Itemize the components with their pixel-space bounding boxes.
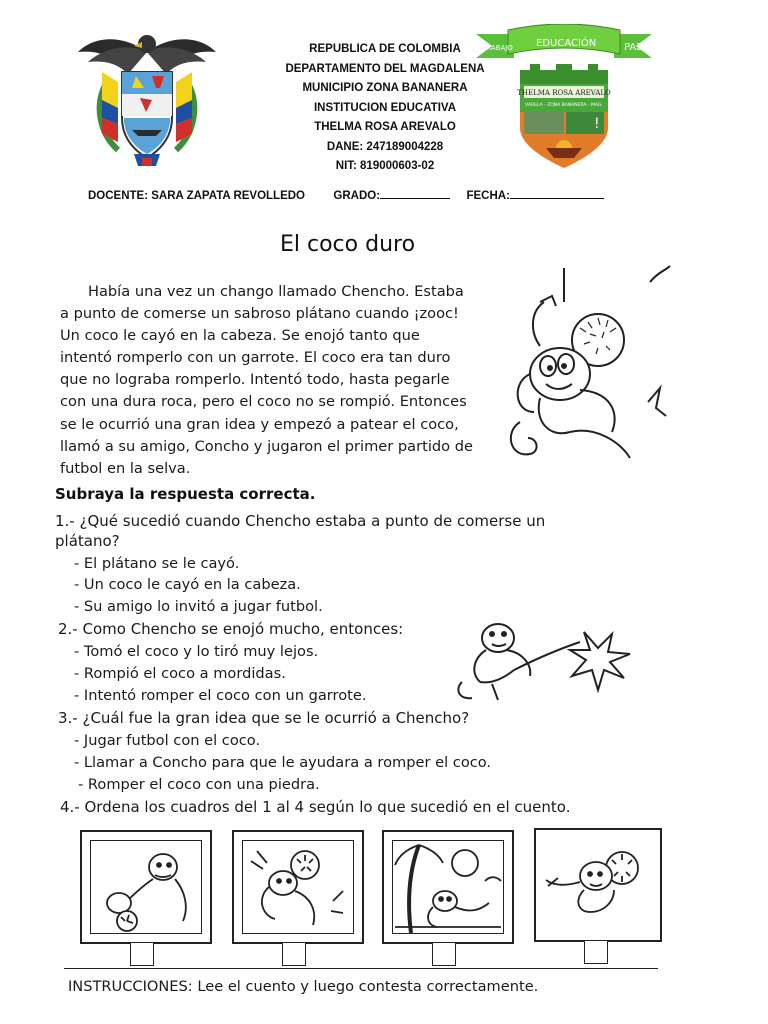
question-1-line: 1.- ¿Qué sucedió cuando Chencho estaba a punto de comerse un bbox=[55, 512, 546, 530]
panel-2-number-box[interactable] bbox=[282, 942, 306, 966]
answer-option[interactable]: - Intentó romper el coco con un garrote. bbox=[74, 687, 367, 704]
answer-option[interactable]: - Jugar futbol con el coco. bbox=[74, 732, 261, 749]
school-logo bbox=[474, 24, 654, 170]
story-line: Un coco le cayó en la cabeza. Se enojó tanto que bbox=[60, 327, 420, 345]
date-label: FECHA: bbox=[466, 190, 510, 202]
grade-label: GRADO: bbox=[333, 190, 381, 202]
story-line: Había una vez un chango llamado Chencho. Estaba bbox=[88, 283, 464, 300]
question-2-line: 2.- Como Chencho se enojó mucho, entonces: bbox=[58, 620, 404, 638]
question-1-line: plátano? bbox=[55, 532, 120, 550]
answer-option[interactable]: - Su amigo lo invitó a jugar futbol. bbox=[74, 598, 323, 615]
story-title: El coco duro bbox=[280, 232, 416, 257]
banner-left-text: TRABAJO bbox=[482, 44, 513, 52]
story-line: que no lograba romperlo. Intentó todo, hasta pegarle bbox=[60, 371, 450, 389]
banner-center-text: EDUCACIÓN bbox=[536, 38, 597, 49]
story-panel-4 bbox=[534, 828, 662, 942]
monkey-with-coconut-illustration bbox=[500, 262, 672, 468]
answer-option[interactable]: - Un coco le cayó en la cabeza. bbox=[74, 576, 301, 593]
footer-divider bbox=[64, 968, 658, 969]
banner-right-text: PAZ bbox=[624, 42, 644, 53]
monkey-kicking-coconut-illustration bbox=[452, 612, 642, 704]
story-panel-1 bbox=[80, 830, 212, 944]
teacher-name: DOCENTE: SARA ZAPATA REVOLLEDO bbox=[88, 190, 306, 202]
monkey-eating-banana-icon bbox=[90, 840, 202, 934]
logo-school-name: THELMA ROSA AREVALO bbox=[517, 89, 611, 97]
logo-subtitle: VARELA - ZONA BANANERA - MAG. bbox=[525, 103, 603, 108]
panel-4-number-box[interactable] bbox=[584, 940, 608, 964]
svg-text:!: ! bbox=[594, 116, 600, 132]
monkey-palm-tree-icon bbox=[392, 840, 504, 934]
story-line: intentó romperlo con un garrote. El coco era tan duro bbox=[60, 349, 451, 367]
monkey-coconut-hit-icon bbox=[242, 840, 354, 934]
header-line: NIT: 819000603-02 bbox=[335, 160, 435, 172]
story-line: se le ocurrió una gran idea y empezó a patear el coco, bbox=[60, 415, 459, 433]
answer-option[interactable]: - Romper el coco con una piedra. bbox=[78, 776, 320, 793]
header-line: MUNICIPIO ZONA BANANERA bbox=[302, 82, 468, 94]
instruction-heading: Subraya la respuesta correcta. bbox=[55, 485, 316, 503]
footer-instructions: INSTRUCCIONES: Lee el cuento y luego contesta correctamente. bbox=[68, 978, 539, 995]
grade-blank[interactable] bbox=[380, 188, 450, 199]
answer-option[interactable]: - Rompió el coco a mordidas. bbox=[74, 665, 286, 682]
answer-option[interactable]: - Llamar a Concho para que le ayudara a romper el coco. bbox=[74, 754, 492, 771]
header-line: REPUBLICA DE COLOMBIA bbox=[309, 43, 461, 55]
question-3-line: 3.- ¿Cuál fue la gran idea que se le ocurrió a Chencho? bbox=[58, 709, 470, 727]
story-panel-3 bbox=[382, 830, 514, 944]
story-line: futbol en la selva. bbox=[60, 459, 191, 477]
header-line: DEPARTAMENTO DEL MAGDALENA bbox=[285, 62, 485, 75]
header-line: INSTITUCION EDUCATIVA bbox=[313, 101, 457, 114]
panel-1-number-box[interactable] bbox=[130, 942, 154, 966]
monkey-hugging-coconut-icon bbox=[544, 838, 650, 930]
colombia-coat-of-arms-icon bbox=[72, 22, 222, 167]
story-paragraph bbox=[60, 281, 500, 480]
date-blank[interactable] bbox=[510, 188, 604, 199]
header-line: THELMA ROSA AREVALO bbox=[314, 121, 456, 133]
answer-option[interactable]: - Tomó el coco y lo tiró muy lejos. bbox=[74, 643, 319, 660]
header-line: DANE: 247189004228 bbox=[326, 140, 444, 153]
story-line: con una dura roca, pero el coco no se rompió. Entonces bbox=[60, 393, 467, 411]
story-panel-2 bbox=[232, 830, 364, 944]
story-line: a punto de comerse un sabroso plátano cuando ¡zooc! bbox=[60, 305, 459, 323]
panel-3-number-box[interactable] bbox=[432, 942, 456, 966]
answer-option[interactable]: - El plátano se le cayó. bbox=[74, 555, 240, 572]
teacher-info-line bbox=[88, 188, 604, 202]
story-line: llamó a su amigo, Concho y jugaron el primer partido de bbox=[60, 437, 473, 455]
question-4-line: 4.- Ordena los cuadros del 1 al 4 según lo que sucedió en el cuento. bbox=[60, 798, 571, 816]
